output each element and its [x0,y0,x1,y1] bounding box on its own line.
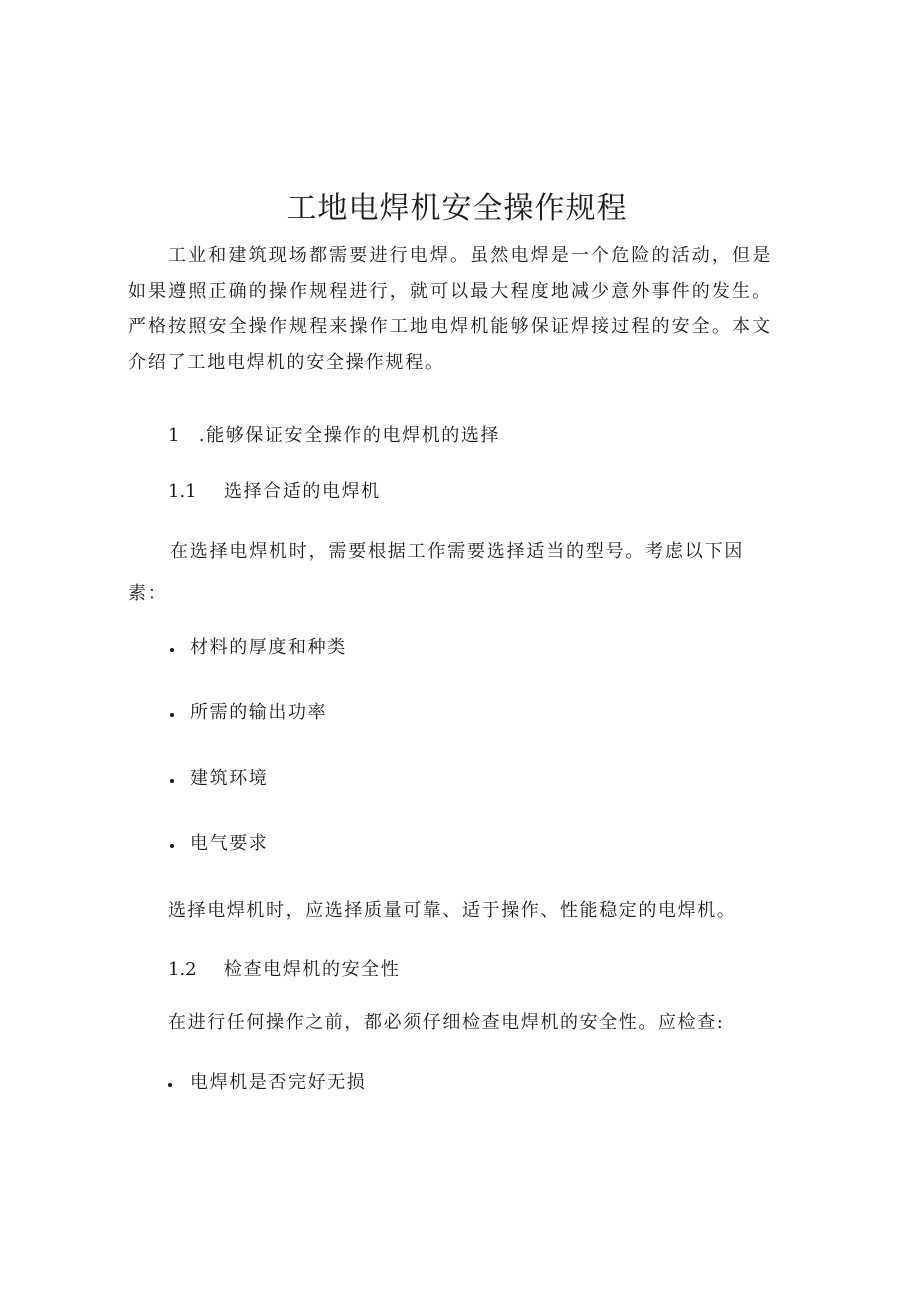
bullet-icon [168,1083,172,1087]
bullet-icon [170,779,174,783]
section-1-2-title: 检查电焊机的安全性 [223,959,401,980]
bullet-icon [170,844,174,848]
document-title: 工地电焊机安全操作规程 [286,191,628,226]
section-1-number: 1 [168,425,180,446]
list-item: 材料的厚度和种类 [190,637,347,658]
section-1-2-number: 1.2 [168,959,197,980]
section-1-title: .能够保证安全操作的电焊机的选择 [198,425,501,446]
section-1-2-paragraph: 在进行任何操作之前，都必须仔细检查电焊机的安全性。应检查: [168,1012,725,1033]
section-1-heading [168,423,500,449]
section-1-1-number: 1.1 [168,481,197,502]
section-1-1-paragraph: 在选择电焊机时，需要根据工作需要选择适当的型号。考虑以下因素： [128,541,745,604]
bullet-icon [170,648,174,652]
section-1-1-title: 选择合适的电焊机 [223,481,381,502]
bullet-icon [170,713,174,717]
list-item: 建筑环境 [190,768,269,789]
intro-paragraph: 工业和建筑现场都需要进行电焊。虽然电焊是一个危险的活动，但是如果遵照正确的操作规程进行，就可以最大程度地减少意外事件的发生。严格按照安全操作规程来操作工地电焊机能够保证焊接过程的安全。本文介绍了工地电焊机的安全操作规程。 [128,245,772,373]
section-1-1-conclusion: 选择电焊机时，应选择质量可靠、适于操作、性能稳定的电焊机。 [168,900,737,921]
list-item: 电气要求 [190,833,269,854]
list-item: 所需的输出功率 [190,702,328,723]
section-1-1-heading [168,479,381,505]
section-1-2-heading [168,957,400,983]
list-item: 电焊机是否完好无损 [190,1072,367,1093]
